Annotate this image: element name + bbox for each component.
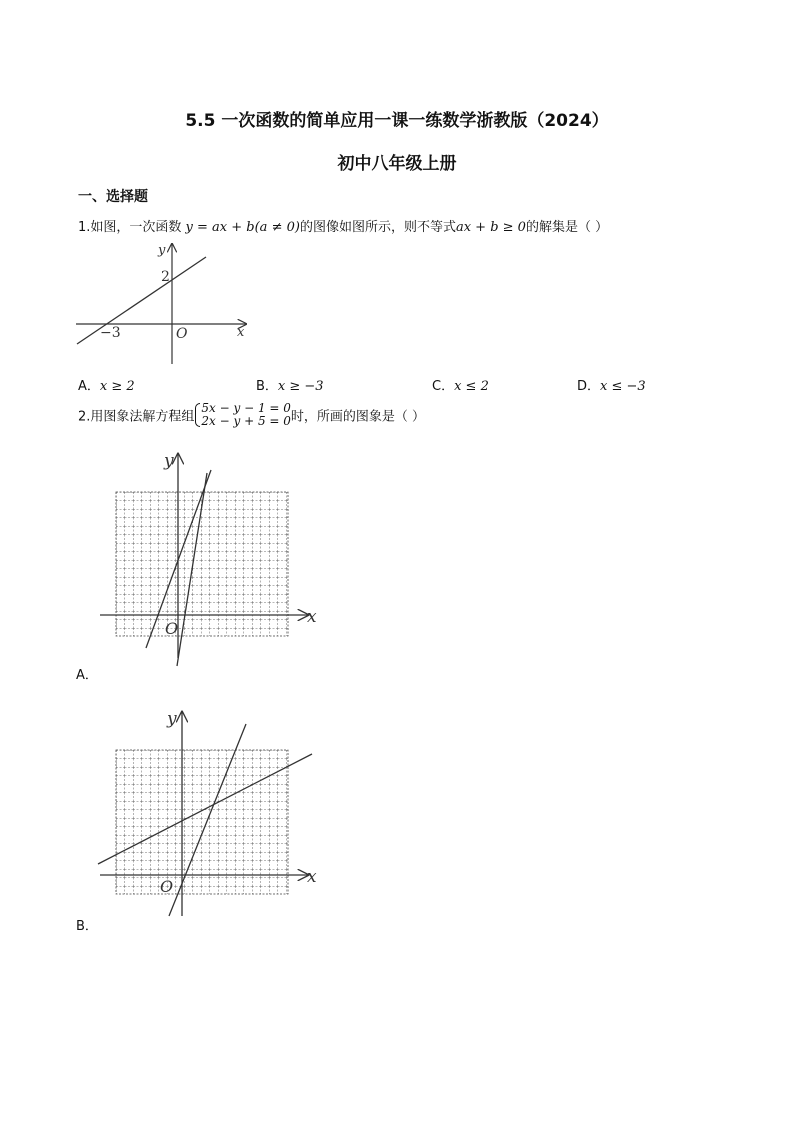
q2-option-a[interactable]: A． [76, 668, 98, 683]
q1-option-a-letter: A． [78, 379, 100, 394]
q2-graph-b-origin-label: O [160, 877, 174, 896]
q1-graph [72, 240, 252, 368]
q1-option-a[interactable] [78, 375, 135, 394]
q1-origin-label: O [176, 326, 188, 342]
q2-prefix: 2.用图象法解方程组 [78, 409, 195, 425]
q2-equation-2: 2x − y + 5 = 0 [201, 414, 291, 428]
q1-function: y = ax + b(a ≠ 0) [185, 220, 300, 235]
q1-y-intercept-label: 2 [161, 269, 170, 285]
q1-x-intercept-label: −3 [100, 325, 121, 341]
q1-option-b[interactable] [256, 375, 324, 394]
q1-option-d[interactable] [577, 375, 646, 394]
q1-y-label: y [158, 243, 166, 258]
q1-option-c-letter: C． [432, 379, 455, 394]
q2-suffix: 时，所画的图象是（ ） [290, 409, 426, 425]
q1-suffix: 的解集是（ ） [525, 220, 609, 235]
q2-option-b[interactable]: B． [76, 919, 98, 934]
q2-graph-a-x-label: x [307, 607, 317, 627]
question-1-stem [78, 216, 608, 235]
q1-x-label: x [237, 325, 245, 340]
q1-option-d-text: x ≤ −3 [600, 379, 646, 394]
page-subtitle: 初中八年级上册 [337, 154, 457, 174]
q1-option-a-text: x ≥ 2 [99, 379, 135, 394]
q2-graph-b-x-label: x [307, 867, 317, 887]
q1-option-c-text: x ≤ 2 [454, 379, 489, 394]
page-title: 5.5 一次函数的简单应用一课一练数学浙教版（2024） [185, 111, 609, 131]
q2-equation-1: 5x − y − 1 = 0 [201, 401, 291, 415]
q2-graph-b-y-label: y [167, 709, 177, 729]
q1-prefix: 1.如图，一次函数 [78, 220, 182, 235]
section-heading: 一、选择题 [78, 189, 148, 205]
q2-graph-b-grid [116, 750, 288, 894]
q2-graph-a-origin-label: O [165, 619, 179, 638]
question-2-stem [78, 402, 425, 428]
q2-graph-b [96, 708, 328, 922]
q2-graph-a [96, 448, 328, 670]
q1-inequality: ax + b ≥ 0 [455, 220, 526, 235]
q1-option-b-text: x ≥ −3 [277, 379, 324, 394]
q1-option-d-letter: D． [577, 379, 601, 394]
q2-graph-a-y-label: y [164, 451, 174, 471]
q2-equation-system [194, 402, 291, 428]
q1-middle: 的图像如图所示，则不等式 [299, 220, 456, 235]
q1-option-b-letter: B． [256, 379, 278, 394]
q1-option-c[interactable] [432, 375, 489, 394]
